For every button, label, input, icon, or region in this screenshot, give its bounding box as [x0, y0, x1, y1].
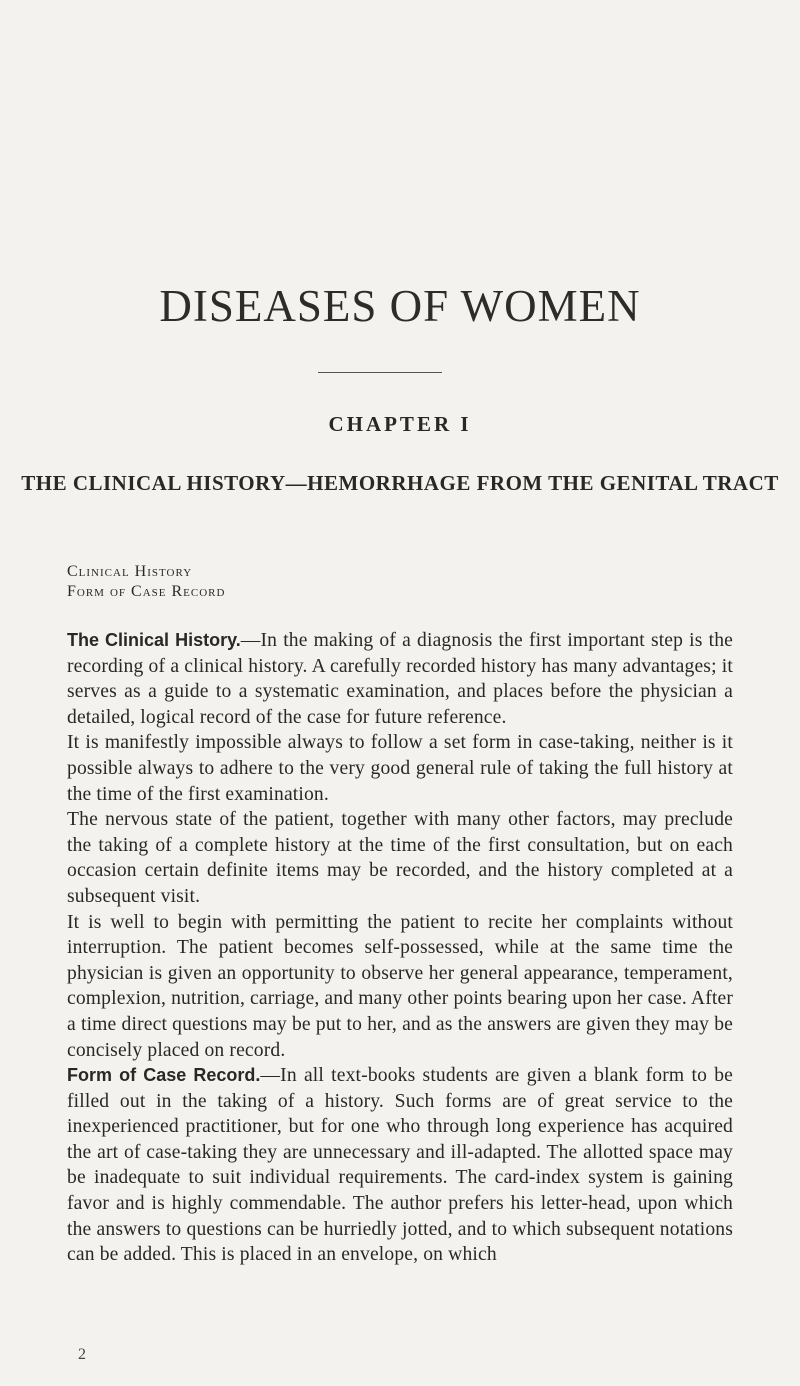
section-heads	[67, 562, 225, 602]
run-in-heading: Form of Case Record.	[67, 1065, 261, 1086]
section-head-clinical-history: Clinical History	[67, 563, 193, 580]
paragraph-clinical-history	[67, 628, 733, 730]
paragraph-complaints	[67, 910, 733, 1064]
page-number: 2	[78, 1346, 86, 1363]
body-text	[67, 628, 733, 1268]
paragraph-case-taking	[67, 730, 733, 807]
run-in-heading: The Clinical History.	[67, 630, 241, 650]
section-head-form-of-case-record: Form of Case Record	[67, 583, 226, 600]
title-rule	[318, 372, 442, 373]
paragraph-text: —In all text-books students are given a blank form to be filled out in the taking of a history. Such forms are of great service to the inexperienced practitioner, but for one who through long experience has acquired the art of case-taking they are unnecessary and ill-adapted. The allotted space may be inadequate to suit individual requirements. The card-index system is gaining favor and is highly commendable. The author prefers his letter-head, upon which the answers to questions can be hurriedly jotted, and to which subsequent notations can be added. This is placed in an envelope, on which	[67, 1065, 733, 1266]
chapter-title: THE CLINICAL HISTORY—HEMORRHAGE FROM THE GENITAL TRACT	[21, 471, 779, 495]
book-title: DISEASES OF WOMEN	[159, 281, 641, 331]
paragraph-text: The nervous state of the patient, together with many other factors, may preclude the taking of a complete history at the time of the first consultation, but on each occasion certain definite items may be recorded, and the history completed at a subsequent visit.	[67, 809, 733, 907]
chapter-label: CHAPTER I	[328, 412, 472, 436]
paragraph-text: It is manifestly impossible always to follow a set form in case-taking, neither is it possible always to adhere to the very good general rule of taking the full history at the time of the first examination.	[67, 732, 733, 805]
paragraph-form-of-case-record	[67, 1063, 733, 1268]
paragraph-nervous-state	[67, 807, 733, 909]
paragraph-text: —In the making of a diagnosis the first important step is the recording of a clinical history. A carefully recorded history has many advantages; it serves as a guide to a systematic examination, and places before the physician a detailed, logical record of the case for future reference.	[67, 630, 734, 728]
paragraph-text: It is well to begin with permitting the patient to recite her complaints without interruption. The patient becomes self-possessed, while at the same time the physician is given an opportunity to observe her general appearance, temperament, complexion, nutrition, carriage, and many other points bearing upon her case. After a time direct questions may be put to her, and as the answers are given they may be concisely placed on record.	[67, 911, 733, 1061]
